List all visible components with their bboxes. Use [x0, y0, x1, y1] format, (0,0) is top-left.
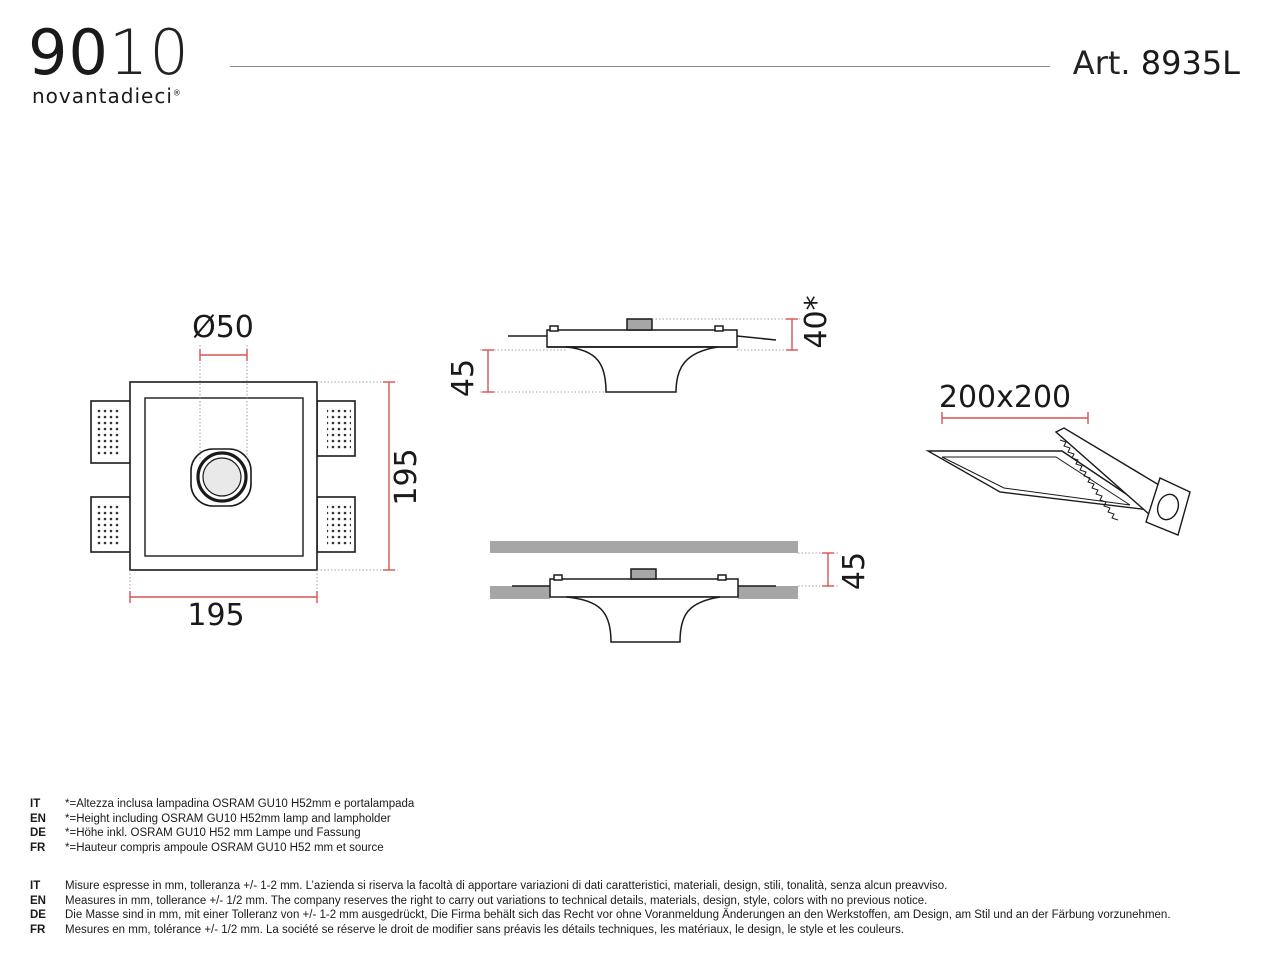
note-text: Mesures en mm, tolérance +/- 1/2 mm. La société se réserve le droit de modifier sans préavis les détails techniques, les matériaux, le design, le style et les couleurs. — [65, 923, 904, 936]
side-view-top — [480, 319, 800, 392]
front-diameter-label: Ø50 — [192, 310, 254, 345]
installed-view — [490, 541, 838, 642]
note-row — [30, 908, 1171, 923]
note-row — [30, 894, 1171, 909]
ceiling-lower-right — [738, 586, 798, 599]
installed-cone — [566, 597, 720, 642]
note-lang: FR — [30, 841, 46, 854]
note-text: *=Altezza inclusa lampadina OSRAM GU10 H52mm e portalampada — [65, 798, 415, 810]
note-lang: FR — [30, 923, 46, 936]
cutout-view — [928, 428, 1190, 535]
note-text: *=Höhe inkl. OSRAM GU10 H52 mm Lampe und Fassung — [65, 827, 361, 840]
notes-general — [30, 879, 1171, 937]
note-row — [30, 797, 414, 812]
install-depth-label: 45 — [837, 551, 872, 591]
note-text: *=Height including OSRAM GU10 H52mm lamp and lampholder — [65, 812, 391, 825]
side-socket — [627, 319, 652, 330]
note-row — [30, 841, 414, 856]
front-width-label: 195 — [187, 598, 245, 633]
ceiling-lower-left — [490, 586, 550, 599]
side-height-label: 45 — [446, 358, 481, 398]
registered-mark: ® — [172, 88, 182, 98]
note-lang: IT — [30, 798, 41, 810]
note-row — [30, 879, 1171, 894]
logo-number-main: 90 — [28, 16, 109, 89]
side-clip-right — [715, 326, 723, 331]
installed-body — [550, 579, 738, 597]
note-text: Misure espresse in mm, tolleranza +/- 1-2 mm. L’azienda si riserva la facoltà di apportare variazioni di dati caratteristici, materiali, design, stili, tonalità, senza alcun preavviso. — [65, 880, 948, 892]
front-view — [91, 345, 398, 604]
lamp-core — [203, 458, 241, 496]
side-clip-left — [550, 326, 558, 331]
note-row — [30, 812, 414, 827]
article-prefix: Art. — [1072, 44, 1131, 82]
side-cone — [566, 347, 718, 392]
brand-wordmark-text: novantadieci — [32, 84, 173, 108]
note-lang: EN — [30, 812, 46, 825]
article-code: 8935L — [1140, 44, 1240, 82]
note-row — [30, 826, 414, 841]
note-text: Die Masse sind in mm, mit einer Tolleranz von +/- 1-2 mm ausgedrückt, Die Firma behält sich das Recht vor ohne Voranmeldung Änderungen an den Werkstoffen, am Design, am Stil und an der Färbung vorzunehmen. — [65, 909, 1171, 922]
note-lang: DE — [30, 909, 46, 922]
note-text: *=Hauteur compris ampoule OSRAM GU10 H52 mm et source — [65, 841, 384, 854]
side-body — [547, 330, 737, 347]
side-lamp-height-label: 40* — [799, 295, 834, 349]
cutout-size-label: 200x200 — [938, 380, 1072, 415]
logo-number-rest: 10 — [108, 16, 190, 89]
note-lang: DE — [30, 827, 46, 840]
installed-socket — [631, 569, 656, 579]
front-height-label: 195 — [389, 448, 424, 506]
note-text: Measures in mm, tollerance +/- 1/2 mm. The company reserves the right to carry out variations to technical details, materials, design, style, colors with no previous notice. — [65, 894, 928, 907]
notes-asterisk — [30, 797, 414, 855]
installed-dimensions — [822, 553, 834, 586]
note-lang: EN — [30, 894, 46, 907]
note-row — [30, 923, 1171, 938]
note-lang: IT — [30, 880, 41, 892]
ceiling-upper — [490, 541, 798, 553]
